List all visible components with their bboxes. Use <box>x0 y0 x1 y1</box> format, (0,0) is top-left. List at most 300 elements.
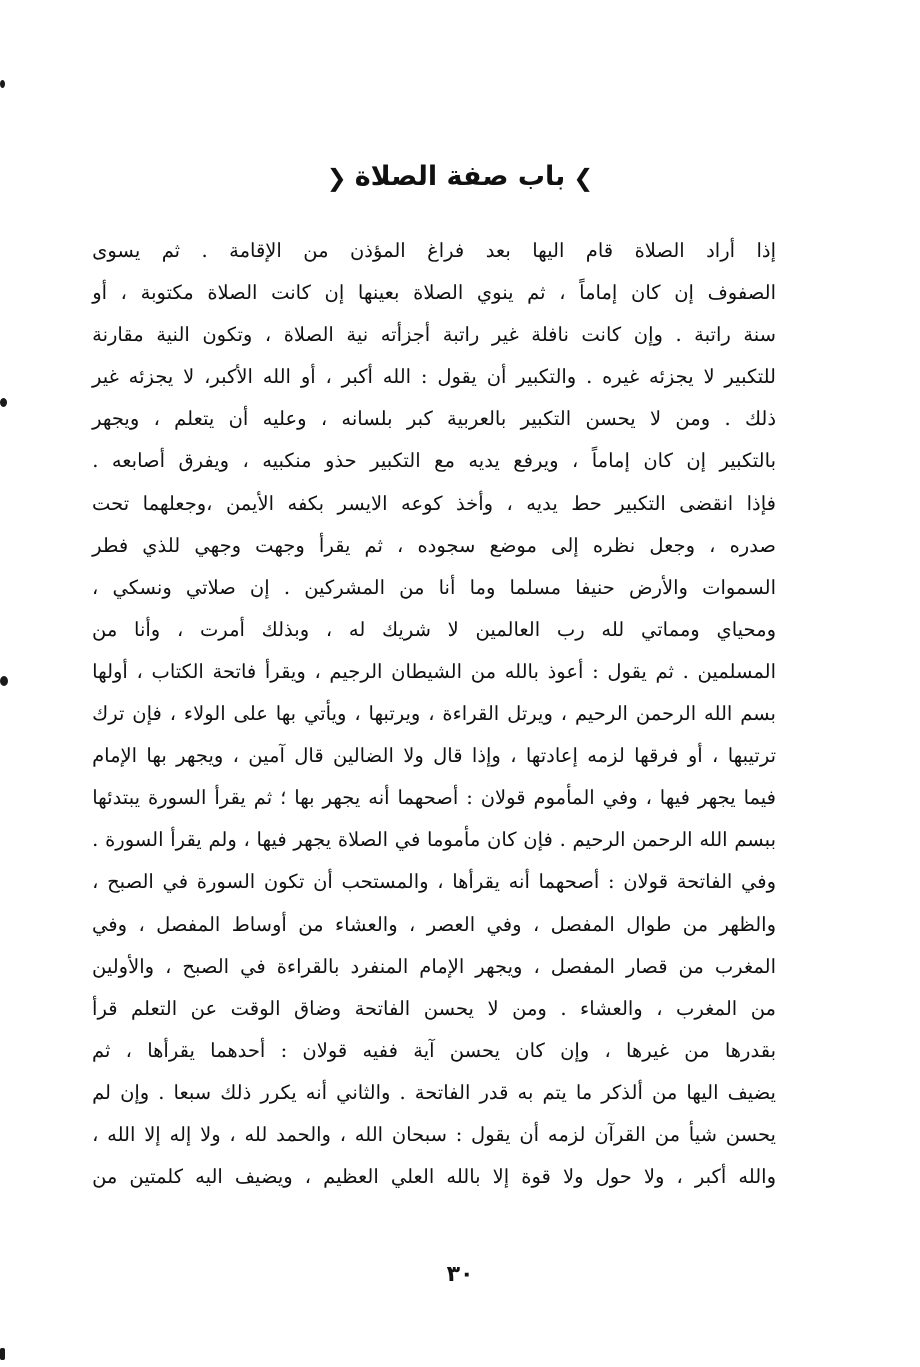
word: من <box>684 1038 710 1062</box>
word: ونسكي <box>112 575 172 599</box>
word: سجوده <box>417 533 476 557</box>
word: بها <box>294 786 315 810</box>
word: التكبير <box>520 407 572 431</box>
word: يسوى <box>92 239 141 262</box>
word: والعشاء <box>580 996 643 1020</box>
word: إن <box>324 281 345 305</box>
word: الرحيم <box>572 828 626 852</box>
word: التكبير <box>615 491 666 515</box>
word: التعلم <box>131 996 178 1020</box>
word: : <box>455 1122 463 1146</box>
word: إلا <box>144 1122 161 1146</box>
word: اليه <box>195 1165 223 1189</box>
text-line <box>92 904 776 946</box>
word: من <box>651 1080 678 1104</box>
word: راتبة <box>694 323 731 347</box>
word: انقضى <box>679 491 734 515</box>
word: من <box>678 954 704 978</box>
word: حول <box>595 1165 632 1189</box>
word: ، <box>169 702 177 726</box>
margin-ink-mark <box>0 80 5 88</box>
word: فإذا <box>746 491 776 515</box>
word: نظره <box>592 533 636 557</box>
word: يحسن <box>423 996 474 1020</box>
word: الله <box>354 1122 384 1146</box>
word: والظهر <box>719 912 776 936</box>
word: سبحان <box>391 1122 447 1146</box>
ornament-right-icon: ❯ <box>573 163 594 192</box>
word: لزمه <box>547 1122 586 1146</box>
word: وجعل <box>649 533 696 557</box>
word: والعشاء <box>334 912 398 936</box>
word: ، <box>242 449 249 473</box>
word: تكون <box>263 870 305 894</box>
word: ببسم <box>734 828 776 852</box>
word: يقرأ <box>214 786 246 810</box>
word: ولا <box>562 1165 584 1189</box>
word: يحسن <box>725 1122 776 1146</box>
word: . <box>283 575 291 599</box>
word: إماماً <box>591 449 630 473</box>
word: ثم <box>655 659 674 683</box>
word: به <box>517 1080 534 1104</box>
page-number: ٣٠ <box>446 1262 474 1287</box>
word: لا <box>703 365 715 389</box>
word: ولم <box>208 828 237 852</box>
word: ألذكر <box>601 1080 643 1104</box>
word: الوقت <box>230 996 281 1020</box>
word: الرحمن <box>632 828 693 852</box>
word: ، <box>92 1122 99 1146</box>
word: يديه <box>468 449 500 473</box>
word: الصبح <box>182 954 230 978</box>
text-line <box>92 861 776 903</box>
word: موضع <box>489 533 537 557</box>
word: مكتوبة <box>140 281 194 305</box>
word: راتبة <box>442 323 480 347</box>
word: العظيم <box>323 1165 379 1189</box>
word: فيها <box>256 828 287 852</box>
word: قال <box>433 744 463 768</box>
word: أن <box>313 870 333 894</box>
word: ويفرق <box>178 449 230 473</box>
word: أولها <box>92 659 128 683</box>
word: كانت <box>581 323 622 347</box>
word: أنا <box>438 575 456 599</box>
word: الصلاة <box>337 828 388 852</box>
word: والثاني <box>336 1080 391 1104</box>
word: ، <box>325 365 332 389</box>
word: كانت <box>271 281 311 305</box>
word: ذلك <box>220 1080 252 1104</box>
word: فراغ <box>427 239 465 262</box>
word: العالمين <box>475 617 541 641</box>
word: ، <box>656 996 663 1020</box>
word: على <box>233 702 268 726</box>
word: فإن <box>523 828 553 852</box>
word: لا <box>447 617 459 641</box>
word: يجهر <box>322 786 361 810</box>
word: ثم <box>161 239 181 262</box>
word: أنه <box>508 870 530 894</box>
word: الصلاة <box>283 323 334 347</box>
word: بقدرها <box>724 1038 776 1062</box>
word: ، <box>709 533 716 557</box>
word: للتكبير <box>724 365 776 389</box>
word: من <box>92 1165 118 1189</box>
word: وفي <box>602 786 638 810</box>
text-line <box>92 356 776 398</box>
word: : <box>420 365 428 389</box>
word: الكتاب <box>151 659 204 683</box>
word: يجزئه <box>648 365 694 389</box>
word: ذلك <box>744 407 776 431</box>
word: . <box>682 659 689 683</box>
word: المغرب <box>676 996 738 1020</box>
word: أعوذ <box>547 659 584 683</box>
word: والحمد <box>276 1122 331 1146</box>
word: نية <box>346 323 369 347</box>
word: أحدهما <box>210 1038 266 1062</box>
word: الضالين <box>333 744 394 768</box>
word: التكبير <box>370 449 421 473</box>
word: من <box>750 996 776 1020</box>
word: الرجيم <box>329 659 383 683</box>
word: ، <box>176 617 184 641</box>
word: قولان <box>302 1038 348 1062</box>
word: اليها <box>532 239 565 262</box>
word: وأخذ <box>455 491 494 515</box>
word: ففيه <box>362 1038 398 1062</box>
word: ، <box>532 912 540 936</box>
word: وإن <box>120 1080 150 1104</box>
word: عن <box>190 996 218 1020</box>
word: غير <box>491 323 519 347</box>
word: السورة <box>196 870 256 894</box>
text-line <box>92 1072 776 1114</box>
word: السورة <box>147 786 207 810</box>
text-line <box>92 735 776 777</box>
word: ينوي <box>476 281 514 305</box>
word: ، <box>572 449 579 473</box>
word: لله <box>601 617 625 641</box>
text-line <box>92 777 776 819</box>
word: أن <box>486 365 507 389</box>
word: قولان <box>623 870 669 894</box>
word: القرآن <box>594 1122 646 1146</box>
word: يقول <box>437 365 477 389</box>
word: ، <box>325 617 333 641</box>
word: وما <box>469 575 496 599</box>
word: فاتحة <box>212 659 257 683</box>
word: إن <box>249 575 270 599</box>
word: يقرأها <box>452 870 500 894</box>
word: حط <box>571 491 602 515</box>
word: . <box>92 449 99 473</box>
word: ، <box>506 491 513 515</box>
word: الإمام <box>419 954 465 978</box>
word: يجهر <box>697 786 736 810</box>
word: : <box>607 870 615 894</box>
body-text <box>92 230 776 1198</box>
word: بالعربية <box>447 407 507 431</box>
word: المغرب <box>714 954 776 978</box>
word: من <box>399 575 425 599</box>
word: ويرتبها <box>368 702 421 726</box>
text-line <box>92 651 776 693</box>
word: والأولين <box>92 954 155 978</box>
word: في <box>394 828 421 852</box>
word: فإن <box>132 702 162 726</box>
word: إلى <box>551 533 579 557</box>
word: يقرأ <box>318 533 351 557</box>
text-line <box>92 567 776 609</box>
word: ويقرأ <box>264 659 306 683</box>
word: بعد <box>485 239 511 262</box>
word: ، <box>676 1165 683 1189</box>
word: كوعه <box>401 491 443 515</box>
chapter-title: باب صفة الصلاة <box>354 161 566 192</box>
word: اليها <box>686 1080 719 1104</box>
word: حنيفا <box>575 575 615 599</box>
word: ومن <box>675 407 711 431</box>
word: وفي <box>741 870 776 894</box>
word: المفصل <box>550 954 615 978</box>
word: المفصل <box>156 912 221 936</box>
word: إن <box>686 449 707 473</box>
word: أنه <box>305 1080 328 1104</box>
word: بلسانه <box>341 407 393 431</box>
word: من <box>654 1122 681 1146</box>
word: ويرفع <box>513 449 559 473</box>
word: قال <box>294 744 324 768</box>
word: ، <box>712 744 719 768</box>
word: وضاق <box>294 996 342 1020</box>
word: ومماتي <box>640 617 700 641</box>
word: العلي <box>390 1165 435 1189</box>
word: وفي <box>92 912 128 936</box>
word: : <box>592 659 599 683</box>
word: نافلة <box>531 323 569 347</box>
word: بكفه <box>287 491 324 515</box>
text-line <box>92 693 776 735</box>
word: ثم <box>253 786 273 810</box>
word: صلاتي <box>185 575 236 599</box>
word: أجزأته <box>380 323 431 347</box>
word: ، <box>153 407 160 431</box>
word: يحسن <box>449 1038 501 1062</box>
margin-ink-mark <box>0 1348 5 1360</box>
word: ويأتي <box>303 702 347 726</box>
word: مقارنة <box>92 323 144 347</box>
word: الفاتحة <box>354 996 411 1020</box>
word: أو <box>300 365 316 389</box>
word: ، <box>437 870 444 894</box>
word: المؤذن <box>349 239 406 262</box>
word: أنه <box>368 786 390 810</box>
word: إذا <box>756 239 776 262</box>
word: كلمتين <box>129 1165 184 1189</box>
word: يتعلم <box>174 407 215 431</box>
word: ، <box>264 323 272 347</box>
word: قوة <box>521 1165 551 1189</box>
word: ، <box>409 912 416 936</box>
word: الله <box>704 702 733 726</box>
word: أصحهما <box>538 870 600 894</box>
text-line <box>92 525 776 567</box>
word: يتم <box>542 1080 567 1104</box>
word: الصبح <box>107 870 154 894</box>
word: ، <box>604 1038 611 1062</box>
word: . <box>675 323 682 347</box>
word: تحت <box>92 491 130 515</box>
word: وبذلك <box>261 617 310 641</box>
word: لا <box>650 407 662 431</box>
word: غير <box>92 365 119 389</box>
text-line <box>92 988 776 1030</box>
word: يبتدئها <box>92 786 141 810</box>
word: يكرر <box>260 1080 297 1104</box>
word: مسلما <box>509 575 562 599</box>
word: ، <box>354 702 361 726</box>
word: ،وجعلهما <box>142 491 213 515</box>
word: ولا <box>200 1122 221 1146</box>
word: المفصل <box>550 912 615 936</box>
word: ولا <box>643 1165 665 1189</box>
word: وجهت <box>255 533 305 557</box>
word: العصر <box>426 912 476 936</box>
word: الفاتحة <box>676 870 733 894</box>
word: الله <box>262 365 291 389</box>
word: إلا <box>492 1165 510 1189</box>
word: من <box>470 659 497 683</box>
word: ويضيف <box>234 1165 293 1189</box>
word: ولا <box>403 744 424 768</box>
word: يقول <box>471 1122 511 1146</box>
word: كبر <box>406 407 433 431</box>
word: أصابعه <box>111 449 166 473</box>
word: ثم <box>364 533 383 557</box>
word: ومن <box>512 996 547 1020</box>
word: وإن <box>633 323 663 347</box>
word: . <box>560 996 567 1020</box>
word: مأموما <box>427 828 481 852</box>
word: الصفوف <box>707 281 776 305</box>
word: بالتكبير <box>719 449 776 473</box>
word: للذي <box>142 533 181 557</box>
word: وتكون <box>202 323 253 347</box>
word: لم <box>92 1080 111 1104</box>
word: الله <box>382 365 412 389</box>
word: يقرأ <box>170 828 202 852</box>
word: المنفرد <box>350 954 409 978</box>
word: بالله <box>504 659 539 683</box>
word: يديه <box>526 491 558 515</box>
word: كان <box>515 1038 545 1062</box>
word: لله <box>244 1122 268 1146</box>
word: الصلاة <box>207 281 258 305</box>
word: الشيطان <box>391 659 463 683</box>
word: الأكبر، <box>204 365 253 389</box>
word: أكبر <box>341 365 373 389</box>
word: ، <box>304 1165 312 1189</box>
word: أكبر <box>694 1165 727 1189</box>
text-line <box>92 440 776 482</box>
word: يجهر <box>293 828 332 852</box>
word: النية <box>156 323 190 347</box>
word: فيما <box>743 786 776 810</box>
word: ويرتل <box>507 702 553 726</box>
word: الإمام <box>92 744 138 768</box>
word: أراد <box>706 239 736 262</box>
word: أوساط <box>231 912 287 936</box>
word: أو <box>92 281 108 305</box>
word: وأنا <box>134 617 161 641</box>
word: ويجهر <box>92 407 140 431</box>
word: ، <box>92 575 99 599</box>
margin-ink-mark <box>0 398 7 407</box>
word: الفاتحة <box>414 1080 471 1104</box>
word: ، <box>92 870 99 894</box>
text-line <box>92 819 776 861</box>
word: ، <box>243 828 250 852</box>
word: في <box>162 870 189 894</box>
word: ، <box>510 744 517 768</box>
word: يحسن <box>585 407 636 431</box>
word: ، <box>165 954 172 978</box>
word: ، <box>320 407 328 431</box>
ornament-left-icon: ❮ <box>326 163 347 192</box>
word: الأيمن <box>225 491 275 515</box>
word: بالله <box>446 1165 481 1189</box>
word: فيها <box>659 786 690 810</box>
text-line <box>92 946 776 988</box>
word: سنة <box>743 323 776 347</box>
word: ، <box>428 702 435 726</box>
word: الايسر <box>337 491 388 515</box>
word: . <box>201 239 208 262</box>
text-line <box>92 483 776 525</box>
word: أو <box>687 744 703 768</box>
word: إماماً <box>579 281 618 305</box>
word: . <box>399 1080 406 1104</box>
word: ، <box>229 1122 236 1146</box>
text-line <box>92 272 776 314</box>
word: قولان <box>480 786 526 810</box>
word: والمستحب <box>341 870 429 894</box>
word: شريك <box>381 617 431 641</box>
word: قام <box>585 239 614 262</box>
margin-ink-mark <box>0 676 8 686</box>
word: من <box>682 912 709 936</box>
word: ، <box>136 659 143 683</box>
word: لا <box>487 996 499 1020</box>
text-line <box>92 398 776 440</box>
word: ؛ <box>280 786 287 810</box>
word: وفي <box>486 912 522 936</box>
word: يجزئه <box>128 365 174 389</box>
word: . <box>586 365 593 389</box>
word: ، <box>314 659 321 683</box>
word: لزمه <box>587 744 625 768</box>
word: حذو <box>324 449 357 473</box>
word: ما <box>575 1080 593 1104</box>
word: وإذا <box>471 744 501 768</box>
word: بها <box>146 744 167 768</box>
word: كان <box>643 449 673 473</box>
word: في <box>240 954 266 978</box>
word: كان <box>487 828 517 852</box>
